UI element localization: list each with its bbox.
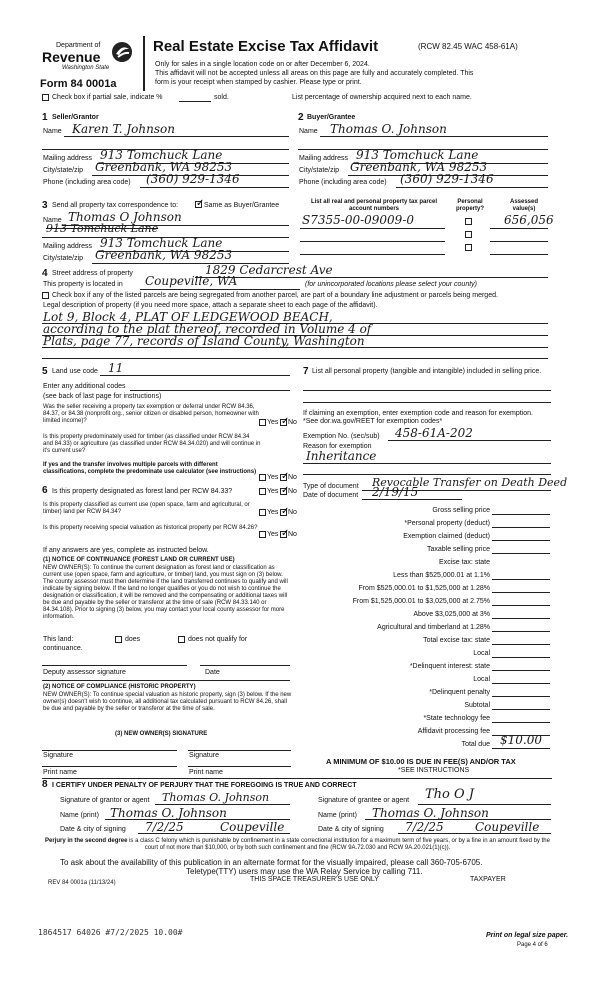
reason-line-2 [303,474,551,475]
owner-sig-line-1 [42,750,177,751]
section-6-number: 6 [42,485,48,496]
calc-field-interest-state[interactable] [492,670,550,671]
assessed-line-2 [490,241,548,242]
grantor-date-line [138,833,290,834]
q5-yes-checkbox[interactable] [259,531,266,538]
owner-sig-label-1: Signature [43,752,73,759]
grantor-name-label: Name (print) [60,812,99,819]
assessed-line-3 [490,254,548,255]
calc-label-total-state: Total excise tax: state [423,637,490,644]
owner-print-label-1: Print name [43,769,77,776]
partial-sold-label: sold. [214,94,229,101]
calc-field-tier-2[interactable] [492,592,550,593]
q1-yes-label: Yes [267,419,279,426]
grantee-date-city-label: Date & city of signing [318,826,384,833]
personal-property-checkbox-3[interactable] [465,244,472,251]
parcel-line-3 [300,254,445,255]
corr-mail-label: Mailing address [43,243,93,250]
legal-line-3 [42,347,548,348]
buyer-city[interactable]: Greenbank, WA 98253 [350,160,488,174]
owner-print-line-1 [42,766,177,767]
buyer-mail[interactable]: 913 Tomchuck Lane [356,148,479,162]
if-any-yes-label: If any answers are yes, complete as instructed below. [43,547,209,554]
rcw-reference: (RCW 82.45 WAC 458-61A) [418,42,518,51]
calc-label-processing-fee: Affidavit processing fee [417,728,490,735]
see-instructions-note: *SEE INSTRUCTIONS [398,767,470,774]
buyer-mail-label: Mailing address [299,155,349,162]
grantor-date[interactable]: 7/2/25 [145,820,184,834]
exemption-reason[interactable]: Inheritance [306,449,377,463]
corr-city[interactable]: Greenbank, WA 98253 [95,248,233,262]
page-title: Real Estate Excise Tax Affidavit [153,38,379,55]
timber-question-b: If yes and the transfer involves multiple parcels with different classifications, complete the predominate use calculator (see instructions) [43,462,257,475]
historic-question: Is this property receiving special valuation as historical property per RCW 84.26? [43,525,258,531]
compliance-body: NEW OWNER(S): To continue special valuation as historic property, sign (3) below. If the new owner(s) doesn't wish to continue, all additional tax calculated pursuant to RCW 84.26, shall be due and payable by the seller or transferor at the time of sale. [43,692,292,712]
forest-question: Is this property designated as forest land per RCW 84.33? [52,488,233,495]
calc-field-taxable[interactable] [492,553,550,554]
personal-line-1 [303,390,551,391]
continuance-title: (1) NOTICE OF CONTINUANCE (FOREST LAND OR CURRENT USE) [43,557,235,563]
calc-field-interest-local[interactable] [492,683,550,684]
corr-name[interactable]: Thomas O Johnson [68,210,182,224]
q2-no-checkbox[interactable] [280,474,287,481]
legal-line-1 [42,323,548,324]
section-2-title: Buyer/Grantee [307,114,356,121]
grantee-date[interactable]: 7/2/25 [405,820,444,834]
perjury-notice [45,838,550,852]
total-due-value[interactable]: $10.00 [500,733,542,747]
q1-no-label: No [288,419,297,426]
perjury-notice-text: is a class C felony which is punishable by confinement in a state correctional institution for a maximum term of five years, or by a fine in an amount fixed by the court of not more than $10,000, or by both such confinement and fine (RCW 9A.72.030 and RCW 9A.20.021(1)(c)). [127,838,550,851]
dor-logo [38,38,138,78]
calc-field-tier-4[interactable] [492,618,550,619]
calc-field-gross[interactable] [492,514,550,515]
corr-struck-text: 913 Tomchuck Lane [46,222,159,235]
assessed-value-header: Assessed value(s) [509,199,539,212]
same-as-buyer-label: Same as Buyer/Grantee [204,202,280,209]
section-8-number: 8 [42,779,48,790]
seller-name-label: Name [43,128,62,135]
header-note-1: Only for sales in a single location code on or after December 6, 2024. [155,61,370,68]
dept-state: Washington State [62,65,110,71]
q4-yes-checkbox[interactable] [259,509,266,516]
q3-no-label: No [288,488,297,495]
q1-no-checkbox[interactable] [280,419,287,426]
header-divider [143,36,145,91]
calc-field-exemption[interactable] [492,540,550,541]
does-label: does [125,636,141,643]
seller-mail-label: Mailing address [43,155,93,162]
deputy-sig-line [42,665,187,666]
owner-print-line-2 [188,766,291,767]
land-use-line [100,375,290,376]
seller-mail[interactable]: 913 Tomchuck Lane [100,148,223,162]
personal-property-header: Personal property? [455,199,484,212]
street-line [195,277,548,278]
corr-mail[interactable]: 913 Tomchuck Lane [100,236,223,250]
buyer-name-label: Name [299,128,318,135]
compliance-title: (2) NOTICE OF COMPLIANCE (HISTORIC PROPERTY) [43,684,196,690]
partial-sale-checkbox[interactable] [42,94,49,101]
q2-no-label: No [288,474,297,481]
exemption-number-line [388,440,551,441]
doc-date[interactable]: 2/19/15 [372,485,419,499]
seller-name-line [64,136,289,137]
calc-label-tier-1: Less than $525,000.01 at 1.1% [393,572,490,579]
partial-percent-field[interactable] [179,101,211,102]
calc-label-interest-local: Local [473,676,490,683]
seller-city-label: City/state/zip [43,167,84,174]
header-note-2: This affidavit will not be accepted unless all areas on this page are fully and accurately completed. This [155,70,474,77]
perjury-notice-bold: Perjury in the second degree [45,838,128,844]
legal-description-2[interactable]: according to the plat thereof, recorded in Volume 4 of [43,322,372,336]
calc-label-exemption: Exemption claimed (deduct) [403,533,490,540]
located-line [140,289,300,290]
section-7-number: 7 [303,366,309,377]
dept-brand: Revenue [42,49,101,65]
seller-city[interactable]: Greenbank, WA 98253 [95,160,233,174]
timber-question: Is this property predominately used for timber (as classified under RCW 84.34 and 84.33) or agriculture (as classified under RCW 84.34.020) and will continue in it's current use? [43,434,261,454]
grantor-signature[interactable]: Thomas O. Johnson [162,791,270,804]
doc-date-line [362,499,462,500]
q1-yes-checkbox[interactable] [259,419,266,426]
seller-phone[interactable]: (360) 929-1346 [146,172,240,186]
calc-label-gross: Gross selling price [432,507,490,514]
q2-yes-label: Yes [267,474,279,481]
section-5-number: 5 [42,366,48,377]
q3-no-checkbox[interactable] [280,488,287,495]
calc-label-tier-3: From $1,525,000.01 to $3,025,000 at 2.75% [352,598,490,605]
calc-label-taxable: Taxable selling price [426,546,490,553]
tax-calculation-table [300,503,552,753]
buyer-phone-line [396,187,548,188]
grantee-name[interactable]: Thomas O. Johnson [372,806,489,820]
tty-notice: Teletype(TTY) users may use the WA Relay Service by calling 711. [186,867,423,876]
located-in[interactable]: Coupeville, WA [145,274,238,288]
see-back-label: (see back of last page for instructions) [43,393,162,400]
calc-label-penalty: *Delinquent penalty [429,689,490,696]
assessed-line-1 [490,228,548,229]
grantee-date-line [398,833,551,834]
send-correspondence-label: Send all property tax correspondence to: [52,202,179,209]
legal-description-3[interactable]: Plats, page 77, records of Island County, Washington [43,334,365,348]
partial-sale-label: Check box if partial sale, indicate % [52,94,163,101]
calc-label-interest-state: *Delinquent interest: state [409,663,490,670]
calc-label-subtotal: Subtotal [464,702,490,709]
legal-description-label: Legal description of property (if you need more space, attach a separate sheet to each page of the affidavit). [43,302,378,309]
grantor-sig-line [155,804,290,805]
q4-no-checkbox[interactable] [280,509,287,516]
does-not-qualify-checkbox[interactable] [178,636,185,643]
alternate-format-notice: To ask about the availability of this publication in an alternate format for the visually impaired, please call 360-705-6705. [60,858,483,867]
dept-line1: Department of [56,42,101,49]
owner-sig-label-2: Signature [189,752,219,759]
doc-type[interactable]: Revocable Transfer on Death Deed [372,476,568,489]
exemption-number[interactable]: 458-61A-202 [395,426,473,440]
revision-label: REV 84 0001a (11/13/24) [48,880,116,886]
legal-paper-note: Print on legal size paper. [486,932,569,939]
exemption-number-label: Exemption No. (sec/sub) [303,433,380,440]
q5-no-label: No [288,531,297,538]
form-number: Form 84 0001a [40,78,117,90]
owner-sig-line-2 [188,750,291,751]
does-qualify-checkbox[interactable] [115,636,122,643]
q3-yes-label: Yes [267,488,279,495]
receipt-stamp: 1864517 64026 #7/2/2025 10.00# [38,928,183,937]
buyer-city-label: City/state/zip [299,167,340,174]
land-use-label: Land use code [52,368,98,375]
calc-label-personal: *Personal property (deduct) [404,520,490,527]
section-4-number: 4 [42,268,48,279]
q5-yes-label: Yes [267,531,279,538]
new-owner-signature-title: (3) NEW OWNER(S) SIGNATURE [115,731,208,737]
additional-codes-label: Enter any additional codes [43,383,126,390]
calc-label-tier-2: From $525,000.01 to $1,525,000 at 1.28% [358,585,490,592]
calc-field-tech-fee[interactable] [492,722,550,723]
section-2-number: 2 [298,112,304,123]
exemption-reason-label: Reason for exemption [303,443,372,450]
calc-field-tier-1[interactable] [492,579,550,580]
grantee-name-label: Name (print) [318,812,357,819]
personal-property-checkbox-2[interactable] [465,231,472,238]
certify-statement: I CERTIFY UNDER PENALTY OF PERJURY THAT THE FOREGOING IS TRUE AND CORRECT [52,782,357,789]
deputy-signature-label: Deputy assessor signature [43,669,126,676]
segregated-label: Check box if any of the listed parcels are being segregated from another parcel, are part of a boundary line adjustment or parcels being merged. [52,292,498,299]
calc-label-tech-fee: *State technology fee [423,715,490,722]
same-as-buyer-checkbox[interactable] [195,201,202,208]
section-3-number: 3 [42,200,48,211]
continuance-body: NEW OWNER(S): To continue the current designation as forest land or classification as current use (open space, farm and agriculture, or timber) land, you must sign on (3) below. The county assessor must then determine if the land transferred continues to qualify and will indicate by signing below. If the land no longer qualifies or you do not wish to continue the designation or classification, it will be removed and the compensating or additional taxes will be due and payable by the seller or transferor at the time of sale (RCW 84.33.140 or 84.34.108). Prior to signing (3) below, you may contact your local county assessor for more information. [43,565,288,620]
grantor-signature-label: Signature of grantor or agent [60,797,150,804]
seller-phone-label: Phone (including area code) [43,179,131,186]
calc-field-local[interactable] [492,657,550,658]
corr-city-label: City/state/zip [43,255,84,262]
grantor-city[interactable]: Coupeville [220,820,285,834]
parcel-line-2 [300,241,445,242]
ownership-label: List percentage of ownership acquired next to each name. [292,94,472,101]
personal-property-checkbox-1[interactable] [465,218,472,225]
header-note-3: form is your receipt when stamped by cashier. Please type or print. [155,79,362,86]
calc-label-agricultural: Agricultural and timberland at 1.28% [377,624,490,631]
section-8-divider [42,778,552,779]
grantee-signature-label: Signature of grantee or agent [318,797,410,804]
grantor-date-city-label: Date & city of signing [60,826,126,833]
calc-field-personal[interactable] [492,527,550,528]
personal-property-label: List all personal property (tangible and intangible) included in selling price. [312,368,542,375]
grantor-name[interactable]: Thomas O. Johnson [110,806,227,820]
reason-line-1 [303,463,551,464]
q4-no-label: No [288,509,297,516]
street-address[interactable]: 1829 Cedarcrest Ave [205,263,333,277]
legal-line-4 [42,358,548,359]
calc-field-penalty[interactable] [492,696,550,697]
calc-label-excise-state: Excise tax: state [439,559,490,566]
calc-field-subtotal[interactable] [492,709,550,710]
section-1-title: Seller/Grantor [52,114,99,121]
calc-field-tier-3[interactable] [492,605,550,606]
exemption-question: Was the seller receiving a property tax exemption or deferral under RCW 84.36, 84.37, or 84.38 (nonprofit org., senior citizen or disabled person, homeowner with limited income)? [43,404,259,424]
deputy-date-label: Date [205,669,220,676]
land-use-code[interactable]: 11 [108,361,124,375]
unincorporated-note: (for unincorporated locations please select your county) [305,281,477,288]
dor-swoosh-icon [110,40,134,64]
buyer-phone[interactable]: (360) 929-1346 [400,172,494,186]
q4-yes-label: Yes [267,509,279,516]
doc-date-label: Date of document [303,492,359,499]
seller-phone-line [140,187,289,188]
q5-no-checkbox[interactable] [280,531,287,538]
calc-field-total-due[interactable] [492,748,550,749]
legal-description-1[interactable]: Lot 9, Block 4, PLAT OF LEDGEWOOD BEACH, [43,310,333,324]
page-number: Page 4 of 6 [517,942,548,948]
q3-yes-checkbox[interactable] [259,488,266,495]
buyer-name[interactable]: Thomas O. Johnson [330,122,447,136]
grantee-signature[interactable]: Tho O J [425,787,475,802]
parcel-number[interactable]: S7355-00-09009-0 [302,213,415,227]
calc-field-total-state[interactable] [492,644,550,645]
compliance-top-line [42,680,290,681]
calc-field-agricultural[interactable] [492,631,550,632]
street-address-label: Street address of property [52,270,133,277]
deputy-date-line [200,665,290,666]
minimum-fee-note: A MINIMUM OF $10.00 IS DUE IN FEE(S) AND/OR TAX [326,757,516,766]
treasurer-use-label: THIS SPACE TREASURER'S USE ONLY [250,876,379,883]
this-land-label: This land: [43,636,74,643]
does-not-label: does not qualify for [188,636,248,643]
calc-label-tier-4: Above $3,025,000 at 3% [413,611,490,618]
calc-label-local: Local [473,650,490,657]
seller-name[interactable]: Karen T. Johnson [72,122,175,136]
legal-line-2 [42,335,548,336]
calc-label-total-due: Total due [461,741,490,748]
q2-yes-checkbox[interactable] [259,474,266,481]
personal-line-2 [303,402,551,403]
section-1-number: 1 [42,112,48,123]
current-use-question: Is this property classified as current use (open space, farm and agricultural, or timber) land per RCW 84.34? [43,502,250,515]
parcel-list-header: List all real and personal property tax parcel account numbers [310,199,438,212]
corr-name-label: Name [43,217,62,224]
continuance-label: continuance. [43,645,83,652]
grantee-sig-line [418,804,551,805]
grantee-city[interactable]: Coupeville [475,820,540,834]
buyer-name-line [320,136,548,137]
segregated-checkbox[interactable] [42,292,49,299]
parcel-line-1 [300,228,445,229]
located-label: This property is located in [43,281,123,288]
assessed-value[interactable]: 656,056 [504,213,554,227]
owner-print-label-2: Print name [189,769,223,776]
exemption-claim-label: If claiming an exemption, enter exemption code and reason for exemption. *See dor.wa.gov/REET for exemption codes* [303,410,533,425]
additional-codes-line [130,390,290,391]
doc-type-label: Type of document [303,483,359,490]
buyer-phone-label: Phone (including area code) [299,179,387,186]
taxpayer-label: TAXPAYER [470,876,506,883]
